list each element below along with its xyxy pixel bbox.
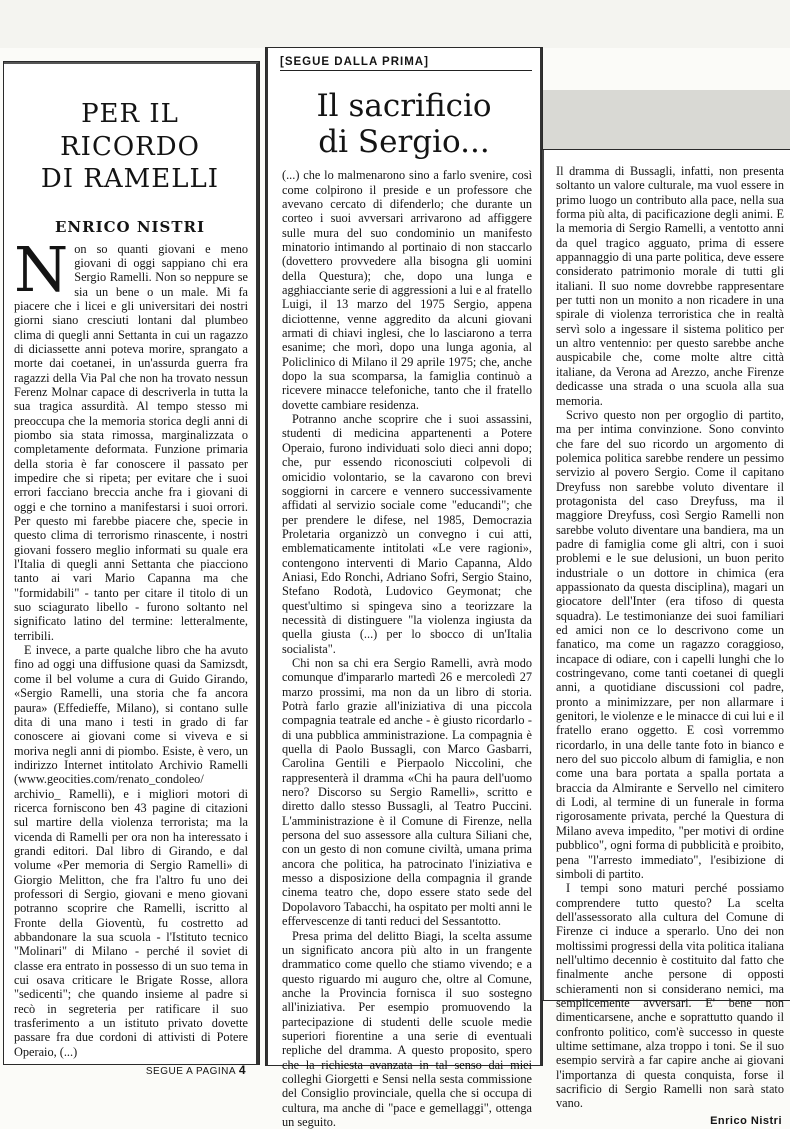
paragraph: Scrivo questo non per orgoglio di partito, ma per intima convinzione. Sono convinto che fare del suo ricordo un argomento di polemica politica sarebbe rendere un pessimo servizio al povero Sergio. Come il capitano Dreyfuss non sarebbe voluto diventare il protagonista del caso Dreyfuss, ma il maggiore Dreyfuss, così Sergio Ramelli non sarebbe voluto diventare una bandiera, ma un padre di famiglia come gli altri, con i suoi problemi e le sue delusioni, un buon perito industriale o un dottore in chimica (era appassionato da questa disciplina), magari un giocatore dell'Inter (era tifoso di questa squadra). Le testimonianze dei suoi familiari ed amici non ce lo descrivono come un fanatico, ma come un ragazzo coraggioso, incapace di odiare, con i capelli lunghi che lo costringevano, come tanti coetanei di quegli anni, a quotidiane discussioni col padre, pronto a minimizzare, per non allarmare i genitori, le violenze e le minacce di cui lui e il fratello erano oggetto. E così vorremmo ricordarlo, in una delle tante foto in bianco e nero del suo piccolo album di famiglia, e non come una bara portata a spalla portata a braccia da Almirante e Servello nel cimitero di Lodi, al termine di un funerale in forma rigorosamente privata, perché la Questura di Milano aveva impedito, "per motivi di ordine pubblico", ogni forma di pubblicità e proibito, pena "l'arresto immediato", l'esibizione di simboli di partito. [556,408,784,881]
article-left-clipping [4,62,259,1064]
paragraph [14,242,248,644]
paragraph: Potranno anche scoprire che i suoi assassini, studenti di medicina appartenenti a Potere Operaio, furono individuati solo dieci anni dopo; che, pur essendo riconosciuti colpevoli di omicidio volontario, se la cavarono con brevi soggiorni in carcere e vennero successivamente affidati al servizio sociale come "educandi"; che per prendere le difese, nel 1985, Democrazia Proletaria organizzò un convegno i cui atti, emblematicamente intitolati «Le vere ragioni», contengono interventi di Mario Capanna, Aldo Aniasi, Edo Ronchi, Adriano Sofri, Sergio Staino, Stefano Rodotà, Ludovico Geymonat; che quest'ultimo si spingeva sino a teorizzare la necessità di distinguere "la violenza ingiusta da quella giusta (...) per lo sbocco di un'Italia socialista". [282,412,532,656]
article-byline: ENRICO NISTRI [4,218,256,236]
continued-note [4,1063,246,1077]
article-headline [274,89,534,160]
paragraph: (...) che lo malmenarono sino a farlo svenire, così come colpirono il preside e un professore che avevano cercato di difenderlo; che durante un corteo i suoi avversari arrivarono ad affiggere sulle mura del suo condominio un manifesto minatorio intimando al portinaio di non staccarlo (dovettero provvedere alla bisogna gli uomini della Questura); che, dopo una lunga e agghiacciante serie di aggressioni a lui e al fratello Luigi, il 13 marzo del 1975 Sergio, appena diciottenne, venne aggredito da alcuni giovani armati di chiavi inglesi, che lo lasciarono a terra esanime; che morì, dopo una lunga agonia, al Policlinico di Milano il 29 aprile 1975; che, anche dopo la sua scomparsa, la famiglia continuò a ricevere minacce telefoniche, tanto che il fratello dovette cambiare residenza. [282,168,532,412]
article-right-clipping [542,150,790,1000]
paragraph: Chi non sa chi era Sergio Ramelli, avrà modo comunque d'impararlo martedì 26 e mercoledì 27 marzo prossimi, ma non da un libro di storia. Potrà farlo grazie all'iniziativa di una piccola compagnia teatrale ed anche - è giusto ricordarlo - di una pubblica amministrazione. La compagnia è quella di Paolo Bussagli, con Marco Gasbarri, Carolina Gentili e Pierpaolo Niccolini, che rappresenterà il dramma «Chi ha paura dell'uomo nero? Discorso su Sergio Ramelli», scritto e diretto dallo stesso Bussagli, al Teatro Puccini. L'amministrazione è il Comune di Firenze, nella persona del suo assessore alla cultura Siliani che, con un gesto di non comune civiltà, umana prima ancora che politica, ha patrocinato l'iniziativa e messo a disposizione della compagnia il grande cinema teatro che, dopo essere stato sede del Dopolavoro Tabacchi, ha ospitato per molti anni le effervescenze di tanti reduci del Sessantotto. [282,656,532,929]
article-body [556,164,784,1111]
paragraph: E invece, a parte qualche libro che ha avuto fino ad oggi una diffusione quasi da Samizsdt, come il bel volume a cura di Guido Girando, «Sergio Ramelli, una storia che fa ancora paura» (Effedieffe, Milano), si contano sulle dita di una mano i testi in grado di far conoscere ai giovani come si viveva e si moriva negli anni di piombo. Esiste, è vero, un indirizzo Internet intitolato Archivio Ramelli (www.geocities.com/renato_condoleo/ archivio_ Ramelli), e i migliori motori di ricerca forniscono ben 43 pagine di citazioni sul martire della violenza terrorista; ma la vicenda di Ramelli per ora non ha interessato i grandi editori. Dal libro di Girando, e dal volume «Per memoria di Sergio Ramelli» di Giorgio Melitton, che fra l'altro fu uno dei professori di Sergio, giovani e meno giovani potranno scoprire che Ramelli, iscritto al Fronte della Gioventù, fu costretto ad abbandonare la sua scuola - l'Istituto tecnico "Molinari" di Milano - perché il soviet di classe era entrato in possesso di un suo tema in cui osava criticare le Brigate Rosse, allora "sedicenti"; che quando insieme al padre si recò in segreteria per ratificare il suo trasferimento a un istituto privato dovette passare fra due cordoni di attivisti di Potere Operaio, (...) [14,643,248,1059]
paragraph: I tempi sono maturi perché possiamo comprendere tutto questo? La scelta dell'assessorato alla cultura del Comune di Firenze ci induce a sperarlo. Uno dei non moltissimi progressi della vita politica italiana nell'ultimo decennio è costituito dal fatto che finalmente anche persone di opposti schieramenti non si considerano nemici, ma semplicemente avversari. E' bene non dimenticarsene, anche e soprattutto quando il confronto politico, com'è successo in queste ultime settimane, alza troppo i toni. Se il suo esempio servirà a far capire anche ai giovani l'importanza di questa conquista, forse il sacrificio di Sergio Ramelli non sarà stato vano. [556,881,784,1111]
drop-cap: N [14,244,68,296]
paragraph-text: on so quanti giovani e meno giovani di oggi sappiano chi era Sergio Ramelli. Non so neppure se sia un bene o un male. Mi fa piacere che i licei e gli universitari dei nostri giorni siano cresciuti lontani dal plumbeo clima di quegli anni Settanta in cui un ragazzo di diciassette anni poteva morire, sprangato a morte dai coetanei, in un'assurda guerra fra ragazzi della Via Pal che non ha trovato nessun Ferenz Molnar capace di descriverla in tutta la sua tragica assurdità. Al tempo stesso mi preoccupa che la memoria storica degli anni di piombo sia stata rimossa, marginalizzata o completamente deformata. Funzione primaria della storia è far conoscere il passato per impedire che si ripeta; per evitare che i suoi errori facciano breccia anche fra i giovani di oggi e che tornino a manifestarsi i suoi orrori. Per questo mi farebbe piacere che, specie in questo clima di terrorismo rinascente, i nostri giovani fossero meglio informati su quale era l'Italia di quegli anni Settanta che piacciono tanto ai vari Mario Capanna ma che "formidabili" - tanto per citare il titolo di un suo sciagurato libello - furono soltanto nel significato latino del termine: letteralmente, terribili. [14,242,248,643]
section-kicker: [SEGUE DALLA PRIMA] [280,56,532,71]
paragraph: Presa prima del delitto Biagi, la scelta assume un significato ancora più alto in un frangente drammatico come quello che stiamo vivendo; e a questo riguardo mi auguro che, oltre al Comune, anche la Provincia fornisca il suo sostegno all'iniziativa. Per esempio promuovendo la partecipazione di studenti delle scuole medie superiori fiorentine a una serie di eventuali repliche del dramma. A questo proposito, spero che la richiesta avanzata in tal senso dai miei colleghi Giorgetti e Sensi nella sesta commissione del Consiglio provinciale, quella che si occupa di cultura, ma anche di "pace e gemellaggi", ottenga un seguito. [282,929,532,1129]
article-body [14,242,248,1060]
headline-line: di Sergio... [274,125,534,161]
headline-line: DI RAMELLI [12,163,248,196]
continued-text: SEGUE A PAGINA [146,1066,236,1077]
author-signature: Enrico Nistri [544,1115,782,1127]
headline-line: PER IL RICORDO [12,98,248,163]
article-headline [12,98,248,196]
paragraph: Il dramma di Bussagli, infatti, non presenta soltanto un valore culturale, ma vuol essere in primo luogo un contributo alla pace, nella sua forma più alta, di pacificazione degli animi. E la memoria di Sergio Ramelli, a ventotto anni da quel tragico agguato, prima di essere appannaggio di una parte politica, deve essere considerato patrimonio morale di tutti gli italiani. Il suo nome dovrebbe rappresentare per tutti non un monito a non ricadere in una spirale di violenza terroristica che in realtà servì solo a ingessare il sistema politico per un altro ventennio: per questo sarebbe anche auspicabile che, come molte altre città italiane, da Verona ad Arezzo, anche Firenze dedicasse una strada o una scuola alla sua memoria. [556,164,784,408]
headline-line: Il sacrificio [274,89,534,125]
background-strip [542,90,790,150]
continued-page: 4 [239,1063,246,1077]
background-strip [0,0,790,48]
article-middle-clipping [266,48,542,1065]
article-body [282,168,532,1129]
